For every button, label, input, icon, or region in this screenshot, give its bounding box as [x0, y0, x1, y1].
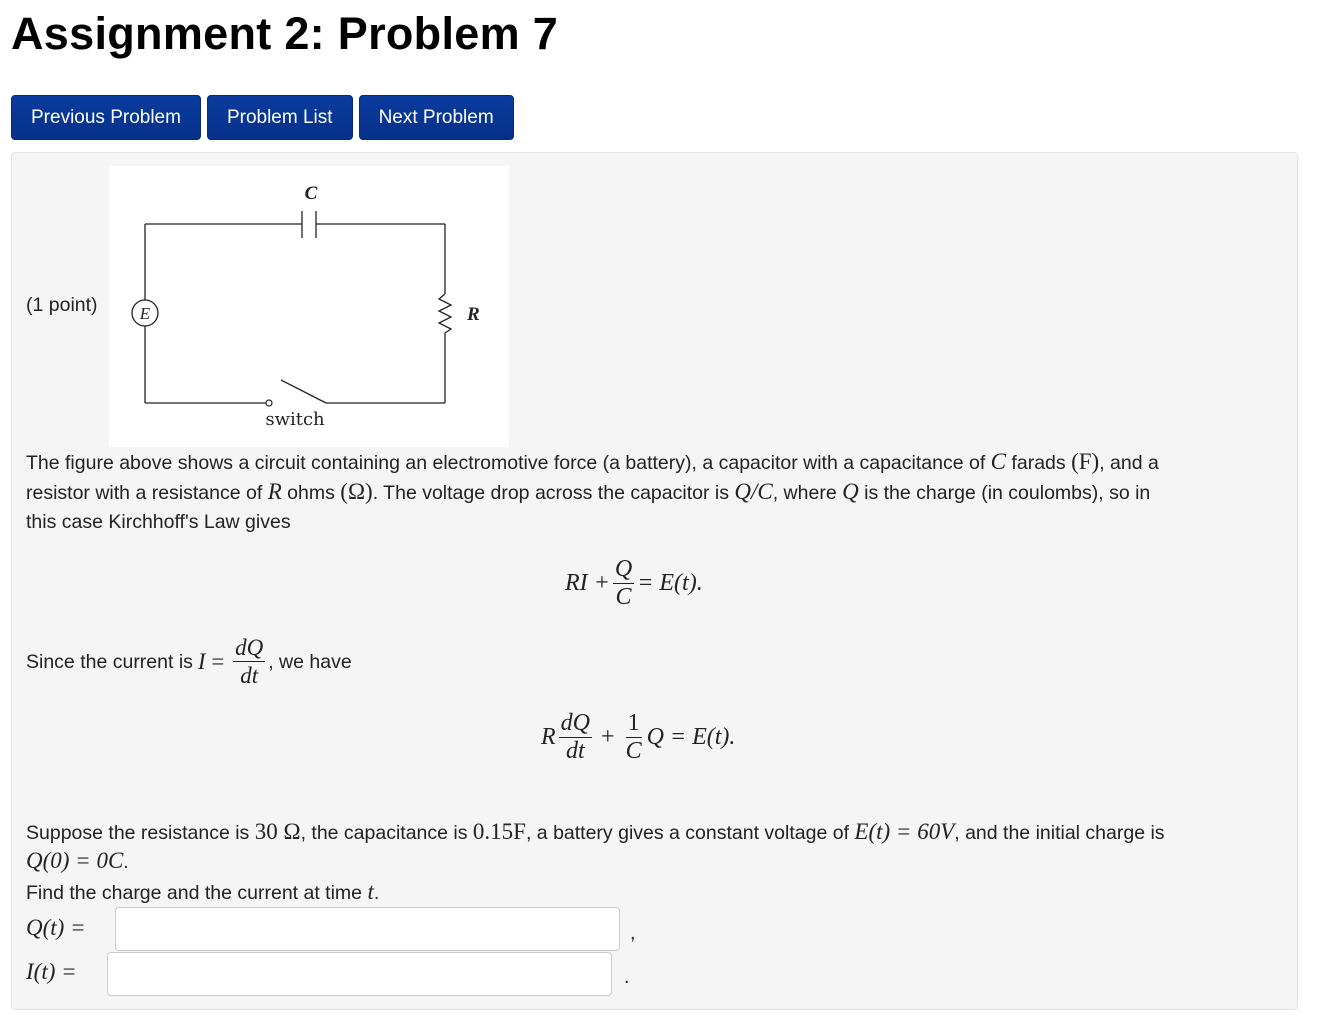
page-title: Assignment 2: Problem 7 — [11, 8, 559, 59]
math-equals: = — [205, 648, 231, 674]
eq2-inverse-c — [624, 710, 644, 765]
problem-list-button[interactable]: Problem List — [207, 95, 353, 140]
intro-text: farads — [1006, 452, 1072, 474]
charge-answer-input[interactable] — [115, 907, 620, 951]
intro-text: The figure above shows a circuit containing an electromotive force (a battery), a capacitor with a capacitance of — [26, 452, 991, 474]
problem-navigation — [11, 95, 514, 140]
eq2-one: 1 — [627, 710, 640, 736]
math-ohm: (Ω) — [340, 479, 373, 504]
find-instruction — [26, 877, 379, 908]
eq2-numerator: dQ — [560, 710, 591, 736]
charge-answer-label: Q(t) = — [26, 915, 86, 940]
dq-dt-fraction — [233, 634, 265, 689]
capacitor-label: C — [304, 183, 318, 204]
given-text: , and the initial charge is — [954, 822, 1165, 844]
since-suffix: , we have — [268, 650, 352, 673]
current-answer-input[interactable] — [107, 952, 612, 996]
previous-problem-button[interactable]: Previous Problem — [11, 95, 201, 140]
eq2-denominator: dt — [566, 738, 585, 764]
current-answer-separator: . — [624, 966, 630, 988]
switch-label: switch — [265, 409, 325, 430]
capacitance-value: 0.15F — [472, 819, 526, 844]
dt-denominator: dt — [240, 663, 259, 688]
math-R: R — [267, 479, 282, 504]
circuit-figure — [109, 166, 509, 447]
given-line-2 — [26, 846, 129, 877]
differential-equation — [541, 710, 735, 765]
intro-text: , and a — [1099, 452, 1159, 474]
eq2-derivative — [559, 710, 592, 765]
eq1-rhs: = E(t). — [637, 570, 703, 596]
given-text: Suppose the resistance is — [26, 822, 255, 844]
eq1-numerator: Q — [614, 556, 633, 582]
given-end: . — [123, 851, 129, 873]
intro-text: is the charge (in coulombs), so in — [858, 482, 1151, 504]
intro-line-3: this case Kirchhoff's Law gives — [26, 511, 291, 533]
given-text: , a battery gives a constant voltage of — [525, 822, 855, 844]
math-Q: Q — [842, 479, 859, 504]
math-QC: Q/C — [734, 479, 773, 504]
math-farads: (F) — [1071, 449, 1100, 474]
given-text: , the capacitance is — [300, 822, 473, 844]
resistor-label: R — [467, 304, 480, 325]
find-text: Find the charge and the current at time — [26, 882, 368, 904]
math-t: t — [367, 879, 374, 904]
intro-text: ohms — [281, 482, 341, 504]
given-line-1 — [26, 817, 1165, 848]
since-text: Since the current is — [26, 650, 193, 673]
eq2-C: C — [625, 738, 642, 764]
eq2-rhs: Q = E(t). — [646, 724, 736, 750]
eq2-R: R — [541, 724, 556, 750]
charge-answer-separator: , — [630, 922, 636, 944]
intro-text: resistor with a resistance of — [26, 482, 268, 504]
current-definition — [26, 634, 352, 689]
math-C: C — [990, 449, 1007, 474]
intro-text: . The voltage drop across the capacitor is — [372, 482, 735, 504]
eq1-lhs: RI + — [565, 570, 610, 596]
eq1-denominator: C — [615, 584, 632, 610]
resistance-value: 30 Ω — [254, 819, 301, 844]
intro-line-2 — [26, 477, 1150, 508]
intro-line-1 — [26, 447, 1159, 478]
eq2-plus: + — [601, 724, 615, 750]
math-I: I — [197, 648, 206, 674]
find-end: . — [373, 882, 380, 904]
next-problem-button[interactable]: Next Problem — [359, 95, 514, 140]
voltage-value: E(t) = 60V — [854, 819, 955, 844]
intro-text: , where — [772, 482, 843, 504]
dq-numerator: dQ — [235, 635, 264, 660]
current-answer-label: I(t) = — [26, 959, 77, 984]
points-label: (1 point) — [26, 294, 98, 316]
initial-charge: Q(0) = 0C — [26, 848, 124, 873]
kirchhoff-equation — [565, 556, 703, 611]
switch-contact — [266, 400, 272, 406]
circuit-diagram — [109, 166, 509, 447]
eq1-fraction — [613, 556, 634, 611]
emf-label: E — [139, 304, 151, 323]
